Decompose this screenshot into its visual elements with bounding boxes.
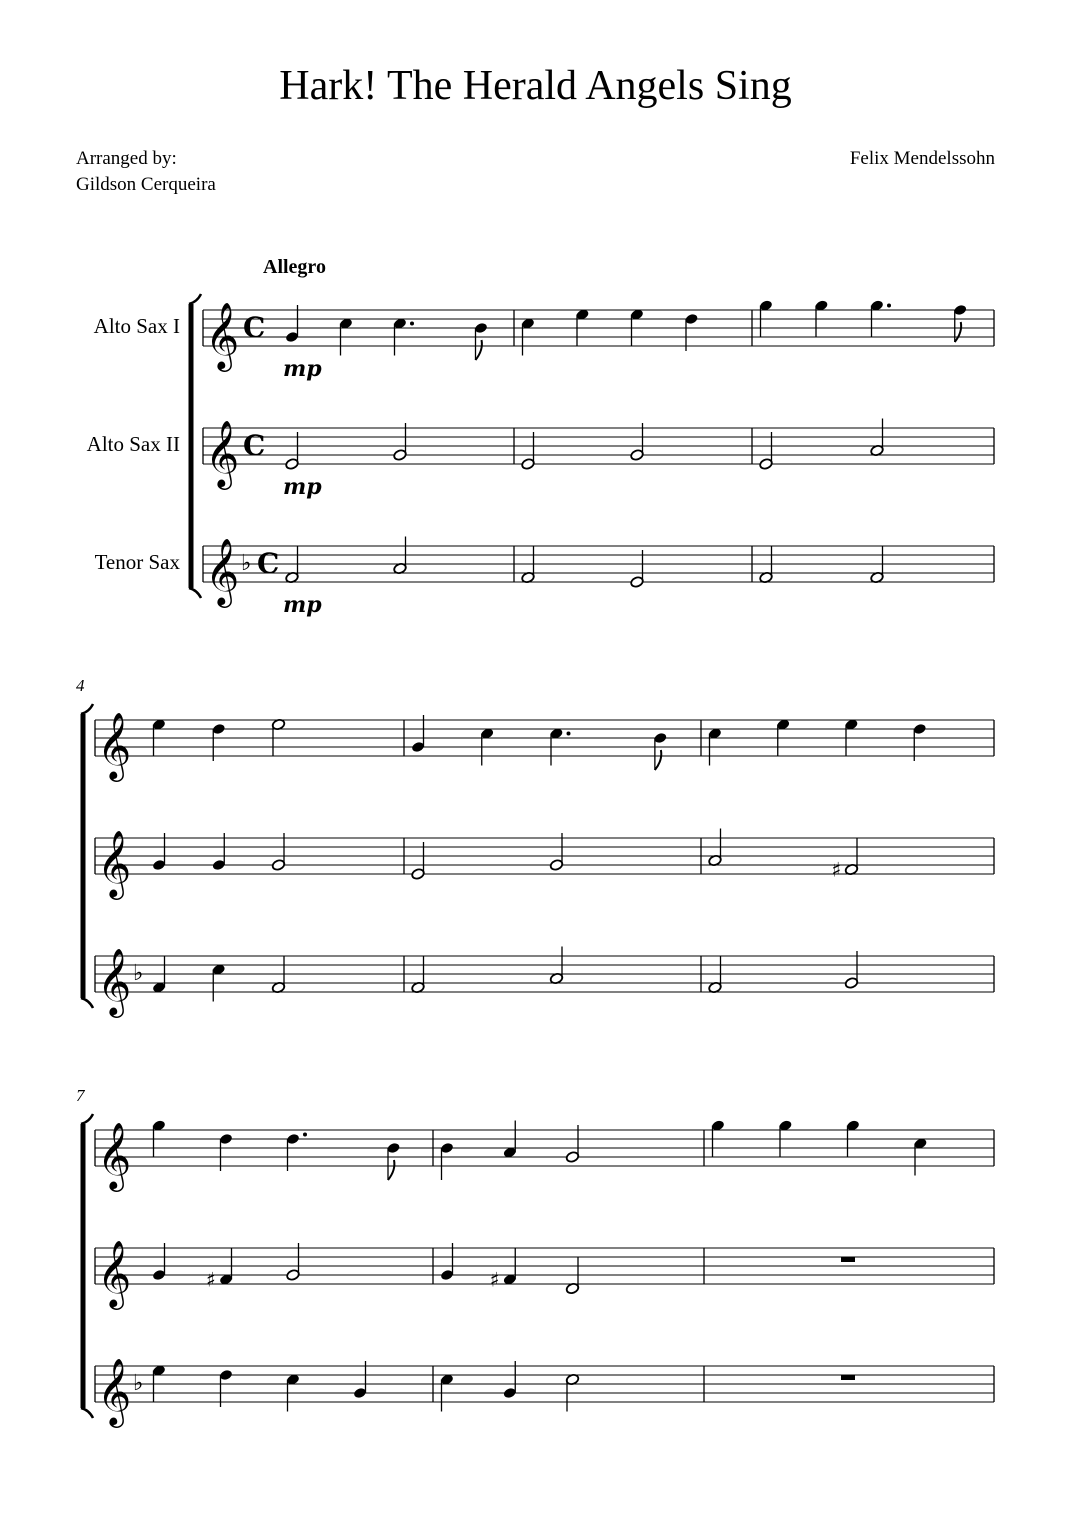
treble-clef-icon: 𝄞 bbox=[97, 947, 132, 1015]
key-signature-flat-icon: ♭ bbox=[241, 551, 252, 576]
instrument-label-alto-sax-2: Alto Sax II bbox=[86, 432, 180, 456]
tempo-marking: Allegro bbox=[263, 256, 326, 278]
whole-rest-icon bbox=[841, 1375, 855, 1380]
treble-clef-icon: 𝄞 bbox=[97, 711, 132, 779]
bracket-bottom-hook bbox=[189, 588, 201, 598]
bracket-top-hook bbox=[81, 1114, 93, 1124]
treble-clef-icon: 𝄞 bbox=[97, 1357, 132, 1425]
eighth-flag bbox=[655, 750, 661, 770]
eighth-flag bbox=[388, 1160, 394, 1180]
augmentation-dot bbox=[567, 732, 571, 736]
arranger-name: Gildson Cerqueira bbox=[76, 174, 216, 195]
dynamic-marking: mp bbox=[283, 474, 322, 500]
arranger-label: Arranged by: bbox=[76, 148, 177, 169]
treble-clef-icon: 𝄞 bbox=[97, 1121, 132, 1189]
time-signature: C bbox=[257, 547, 280, 580]
bracket-bottom-hook bbox=[81, 998, 93, 1008]
measure-number-system-2: 4 bbox=[76, 676, 85, 695]
eighth-flag bbox=[955, 322, 961, 342]
instrument-label-tenor-sax: Tenor Sax bbox=[94, 550, 180, 574]
bracket-bottom-hook bbox=[81, 1408, 93, 1418]
bracket-top-hook bbox=[81, 704, 93, 714]
treble-clef-icon: 𝄞 bbox=[205, 301, 240, 369]
dynamic-marking: mp bbox=[283, 592, 322, 618]
whole-rest-icon bbox=[841, 1257, 855, 1262]
score-title: Hark! The Herald Angels Sing bbox=[279, 63, 792, 109]
sharp-accidental-icon: ♯ bbox=[206, 1267, 216, 1292]
treble-clef-icon: 𝄞 bbox=[97, 829, 132, 897]
measure-number-system-3: 7 bbox=[76, 1086, 85, 1105]
augmentation-dot bbox=[303, 1133, 307, 1137]
augmentation-dot bbox=[887, 304, 891, 308]
dynamic-marking: mp bbox=[283, 356, 322, 382]
key-signature-flat-icon: ♭ bbox=[133, 1371, 144, 1396]
treble-clef-icon: 𝄞 bbox=[205, 537, 240, 605]
composer-name: Felix Mendelssohn bbox=[849, 148, 995, 169]
instrument-label-alto-sax-1: Alto Sax I bbox=[93, 314, 180, 338]
eighth-flag bbox=[476, 340, 482, 360]
treble-clef-icon: 𝄞 bbox=[97, 1239, 132, 1307]
time-signature: C bbox=[243, 429, 266, 462]
key-signature-flat-icon: ♭ bbox=[133, 961, 144, 986]
time-signature: C bbox=[243, 311, 266, 344]
bracket-top-hook bbox=[189, 294, 201, 304]
augmentation-dot bbox=[410, 322, 414, 326]
treble-clef-icon: 𝄞 bbox=[205, 419, 240, 487]
sharp-accidental-icon: ♯ bbox=[831, 857, 842, 882]
sharp-accidental-icon: ♯ bbox=[489, 1267, 500, 1292]
